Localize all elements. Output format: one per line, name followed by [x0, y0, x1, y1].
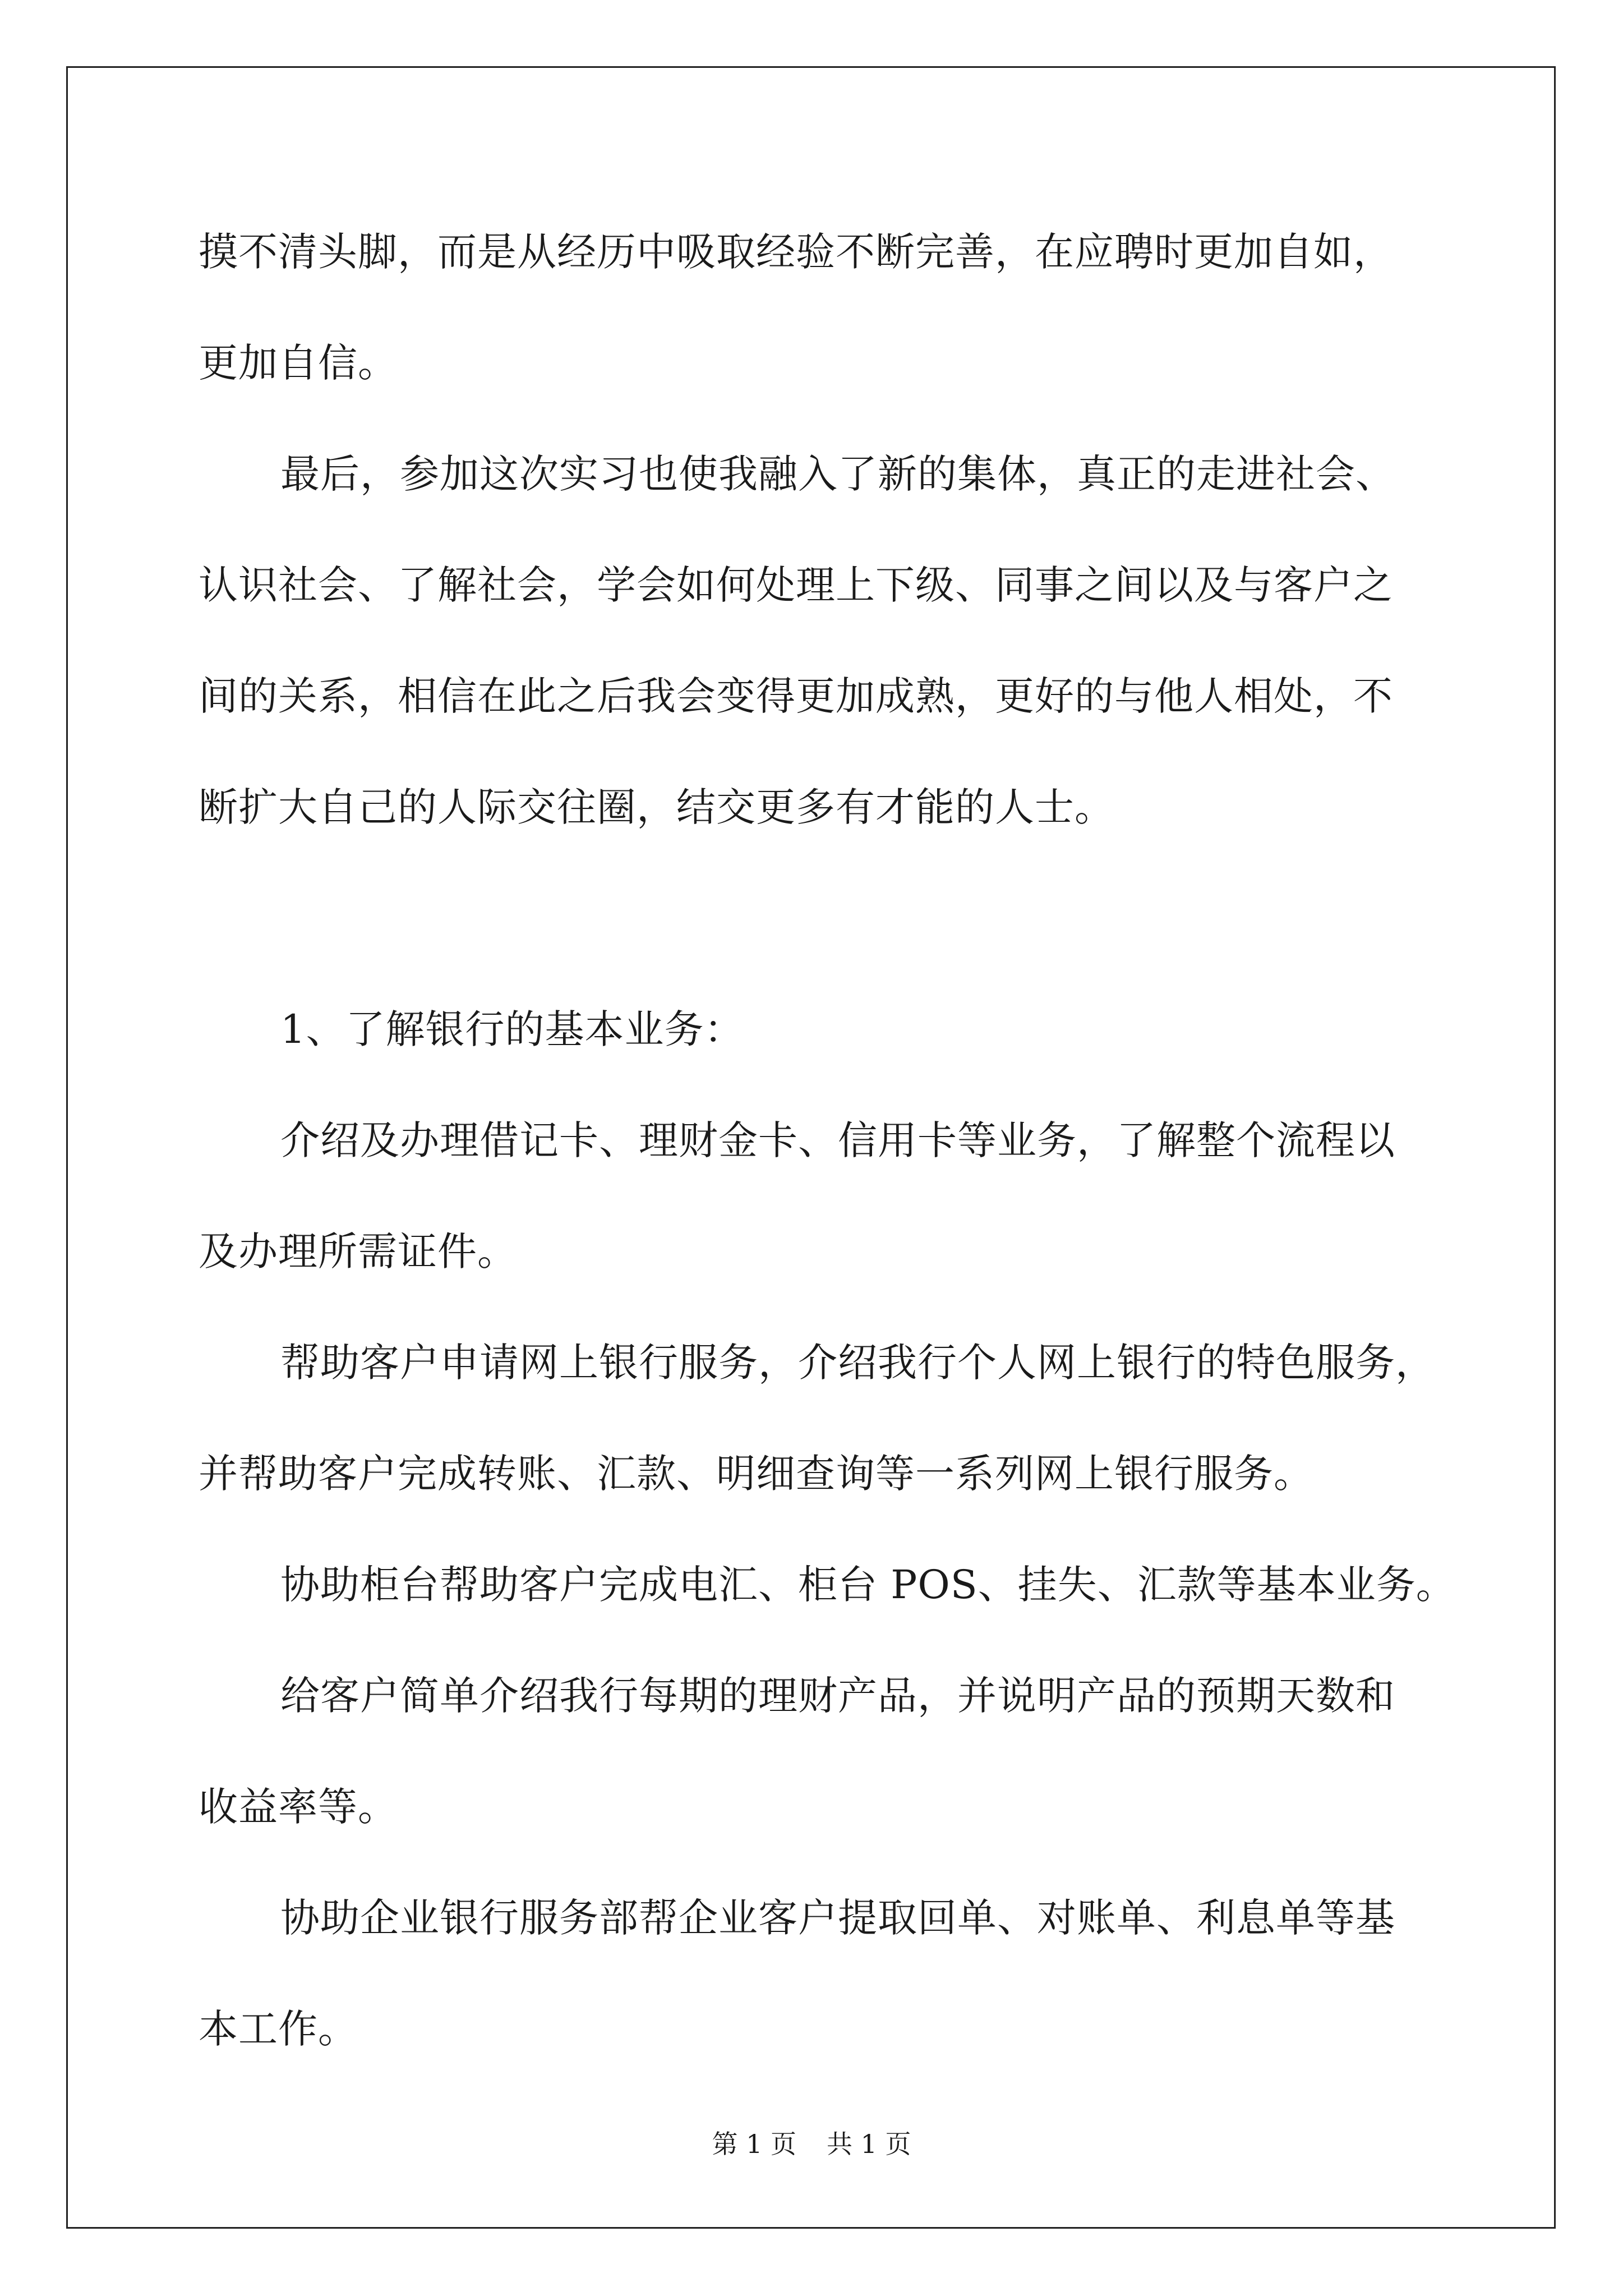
page-number: 第 1 页 [712, 2129, 796, 2159]
text-line: 介绍及办理借记卡、理财金卡、信用卡等业务，了解整个流程以 [280, 1117, 1395, 1163]
text-line: 及办理所需证件。 [199, 1228, 517, 1274]
paragraph-online-banking [199, 1307, 1435, 1529]
page-footer [0, 2127, 1623, 2161]
page-total: 共 1 页 [827, 2129, 911, 2159]
paragraph-continuation [199, 196, 1432, 418]
text-line: 1、了解银行的基本业务： [280, 1006, 744, 1052]
text-line: 更加自信。 [199, 340, 398, 386]
text-line: 断扩大自己的人际交往圈，结交更多有才能的人士。 [199, 784, 1114, 830]
paragraph-cards [199, 1085, 1432, 1307]
text-line: 给客户简单介绍我行每期的理财产品，并说明产品的预期天数和 [280, 1673, 1395, 1719]
text-line: 协助柜台帮助客户完成电汇、柜台 POS、挂失、汇款等基本业务。 [280, 1562, 1456, 1608]
section-spacer [199, 863, 1432, 974]
paragraph-corporate [199, 1862, 1432, 2085]
paragraph-conclusion [199, 418, 1432, 863]
paragraph-counter [199, 1529, 1456, 1640]
text-line: 帮助客户申请网上银行服务，介绍我行个人网上银行的特色服务， [280, 1340, 1435, 1386]
document-body [199, 196, 1456, 2085]
text-line: 收益率等。 [199, 1784, 398, 1830]
paragraph-wealth-products [199, 1640, 1432, 1862]
text-line: 协助企业银行服务部帮企业客户提取回单、对账单、利息单等基 [280, 1895, 1395, 1941]
text-line: 本工作。 [199, 2006, 358, 2052]
text-line: 间的关系，相信在此之后我会变得更加成熟，更好的与他人相处，不 [199, 673, 1393, 719]
section-heading [199, 974, 1432, 1085]
text-line: 认识社会、了解社会，学会如何处理上下级、同事之间以及与客户之 [199, 562, 1393, 608]
text-line: 并帮助客户完成转账、汇款、明细查询等一系列网上银行服务。 [199, 1451, 1313, 1497]
text-line: 摸不清头脚，而是从经历中吸取经验不断完善，在应聘时更加自如， [199, 229, 1393, 275]
text-line: 最后，参加这次实习也使我融入了新的集体，真正的走进社会、 [280, 451, 1395, 497]
